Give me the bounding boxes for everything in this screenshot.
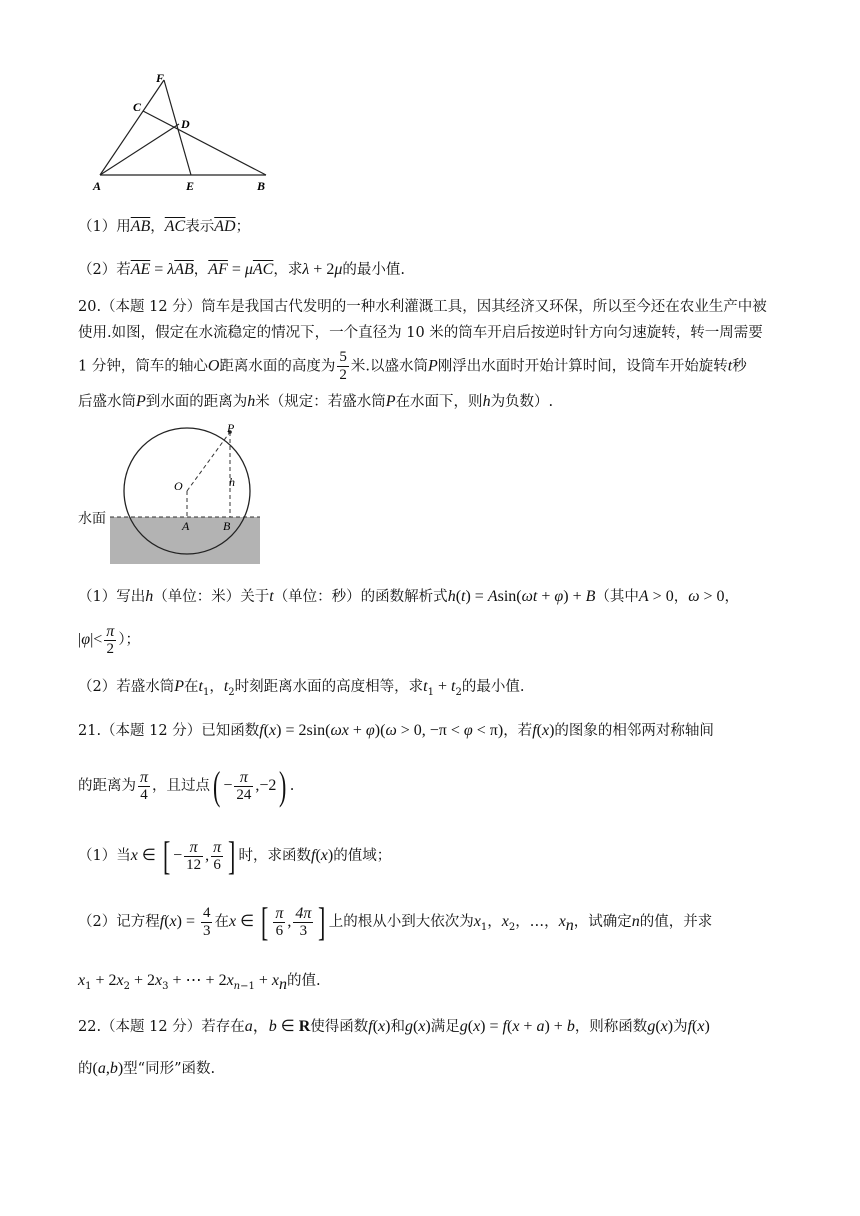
- text: 和: [390, 1019, 405, 1035]
- text: ，…，: [515, 914, 559, 930]
- fraction: $\frac{4\pi}{3}$: [295, 904, 312, 939]
- q21-line2: 的距离为 $\frac{\pi}{4}$ ，且过点( − $\frac{\pi}{24}$ ,−2) .: [78, 763, 295, 808]
- water-surface-label: 水面: [78, 511, 106, 527]
- triangle-figure: [88, 66, 278, 196]
- q20-line1: 20.（本题 12 分）筒车是我国古代发明的一种水利灌溉工具，因其经济又环保，所以至今还在农业生产中被: [78, 299, 767, 315]
- text: ；: [235, 219, 251, 235]
- label-B: B: [257, 179, 266, 193]
- fraction: $\frac{\pi}{6}$: [275, 904, 284, 939]
- text: 时刻距离水面的高度相等，求: [234, 679, 424, 695]
- text: 时，求函数: [238, 848, 311, 864]
- text: ，: [487, 914, 502, 930]
- label-B: B: [223, 519, 231, 533]
- fraction: $\frac{\pi}{24}$: [236, 768, 252, 803]
- q20-line4: 后盛水筒P到水面的距离为h米（规定：若盛水筒P在水面下，则h为负数）.: [78, 393, 554, 410]
- label-O: O: [174, 479, 183, 493]
- text: （1）用: [78, 219, 131, 235]
- label-E: E: [186, 179, 195, 193]
- text: ，: [150, 219, 165, 235]
- text: .: [289, 778, 295, 794]
- text: ，: [673, 589, 689, 605]
- text: 为负数）.: [490, 394, 554, 410]
- text: 1 分钟，筒车的轴心: [78, 358, 208, 375]
- label-C: C: [133, 100, 142, 114]
- text: ，试确定: [573, 914, 632, 930]
- fraction-5-2: $\frac{5}{2}$: [339, 349, 347, 383]
- text: 在: [214, 914, 229, 930]
- text: （1）写出: [78, 589, 146, 605]
- text: 的最小值.: [461, 679, 525, 695]
- text: ，: [724, 589, 740, 605]
- label-P: P: [227, 421, 235, 435]
- text: 在: [184, 679, 199, 695]
- q19-part2: （2）若$\overline{AE} = \lambda\overline{AB}$，$\overline{AF} = \mu\overline{AC}$，求λ + 2μ的最小值.: [78, 261, 405, 278]
- q21-line1: 21.（本题 12 分）已知函数f(x) = 2sin(ωx + φ)(ω > 0, −π < φ < π)，若f(x)的图象的相邻两对称轴间: [78, 722, 714, 739]
- fraction: $\frac{\pi}{4}$: [140, 768, 149, 803]
- q20-part1: （1）写出h（单位：米）关于t（单位：秒）的函数解析式h(t) = Asin(ωt + φ) + B（其中A > 0，ω > 0，: [78, 588, 740, 605]
- text: 的值域；: [333, 848, 392, 864]
- q22-line1: 22.（本题 12 分）若存在a，b ∈ R使得函数f(x)和g(x)满足g(x) = f(x + a) + b，则称函数g(x)为f(x): [78, 1018, 710, 1035]
- label-h: h: [229, 475, 235, 489]
- text: 上的根从小到大依次为: [328, 914, 474, 930]
- text: 的值.: [287, 973, 321, 989]
- text: （单位：秒）的函数解析式: [273, 589, 448, 605]
- text: 的: [78, 1061, 93, 1077]
- text: ，若: [503, 723, 533, 739]
- text: 22.（本题 12 分）若存在: [78, 1019, 245, 1035]
- text: （1）当: [78, 848, 131, 864]
- text: 后盛水筒: [78, 394, 136, 410]
- q20-line2: 使用.如图，假定在水流稳定的情况下，一个直径为 10 米的筒车开启后按逆时针方向匀速旋转，转一周需要: [78, 325, 763, 341]
- label-D: D: [181, 117, 190, 131]
- water-wheel-figure: [108, 418, 268, 568]
- text: （单位：米）关于: [153, 589, 270, 605]
- vector-AC: $\overline{AC}$: [252, 261, 274, 278]
- q20-part2: （2）若盛水筒P在$t_1$，$t_2$时刻距离水面的高度相等，求$t_1 + t_2$的最小值.: [78, 678, 525, 698]
- q21-part1: （1）当x ∈ [ − $\frac{\pi}{12}$ , $\frac{\pi}{6}$ ] 时，求函数f(x)的值域；: [78, 833, 392, 878]
- text: （2）若盛水筒: [78, 679, 175, 695]
- text: 的距离为: [78, 778, 136, 794]
- text: 满足: [430, 1019, 460, 1035]
- text: （2）记方程: [78, 914, 160, 930]
- text: 米.以盛水筒: [350, 358, 429, 375]
- text: 的值，并求: [639, 914, 713, 930]
- label-A: A: [93, 179, 102, 193]
- text: 秒: [732, 358, 747, 375]
- text: 距离水面的高度为: [219, 358, 336, 375]
- text: ，且过点: [152, 778, 211, 794]
- text: 21.（本题 12 分）已知函数: [78, 723, 260, 739]
- q19-part1: [78, 216, 250, 238]
- vector-AD: $\overline{AD}$: [214, 218, 236, 235]
- text: （2）若: [78, 262, 131, 278]
- vector-AB: $\overline{AB}$: [174, 261, 194, 278]
- q22-line2: 的(a,b)型“同形”函数.: [78, 1060, 216, 1077]
- vector-AB: $\overline{AB}$: [130, 218, 151, 235]
- q20-line3: 1 分钟，筒车的轴心O距离水面的高度为 $\frac{5}{2}$ 米.以盛水筒P刚浮出水面时开始计算时间，设筒车开始旋转t秒: [78, 349, 747, 383]
- text: ，求: [273, 262, 303, 278]
- text: ，: [193, 262, 209, 278]
- vector-AC: $\overline{AC}$: [164, 218, 186, 235]
- text: ，: [209, 679, 224, 695]
- text: 为: [673, 1019, 688, 1035]
- fraction: $\frac{\pi}{6}$: [213, 838, 222, 873]
- fraction: $\frac{4}{3}$: [202, 904, 211, 939]
- label-A: A: [182, 519, 190, 533]
- text: 表示: [185, 219, 215, 235]
- text: 型“同形”函数.: [123, 1061, 216, 1077]
- vector-AE: $\overline{AE}$: [130, 261, 151, 278]
- label-F: F: [156, 71, 165, 85]
- text: 的图象的相邻两对称轴间: [554, 723, 714, 739]
- vector-AF: $\overline{AF}$: [208, 261, 228, 278]
- q20-part1-cont: |φ|< $\frac{\pi}{2}$ ）；: [78, 622, 141, 657]
- q21-part2-expr: $x_1 + 2x_2 + 2x_3$ + ⋯ + $2x_{n-1} + x_n$的值.: [78, 972, 321, 993]
- text: 到水面的距离为: [145, 394, 248, 410]
- text: （其中: [595, 589, 639, 605]
- q21-part2: （2）记方程f(x) = $\frac{4}{3}$ 在x ∈ [ $\frac{\pi}{6}$ , $\frac{4\pi}{3}$ ] 上的根从小到大依次为$x_1$，$x_2$，…，$x_n$，试确定n的值，并求: [78, 899, 713, 944]
- fraction: $\frac{\pi}{12}$: [186, 838, 202, 873]
- fraction-pi-2: $\frac{\pi}{2}$: [106, 622, 115, 657]
- text: 刚浮出水面时开始计算时间，设筒车开始旋转: [437, 358, 728, 375]
- text: 的最小值.: [342, 262, 405, 278]
- text: ，则称函数: [574, 1019, 648, 1035]
- text: 在水面下，则: [395, 394, 483, 410]
- text: ）；: [118, 632, 141, 648]
- text: 使得函数: [310, 1019, 369, 1035]
- text: 米（规定：若盛水筒: [255, 394, 386, 410]
